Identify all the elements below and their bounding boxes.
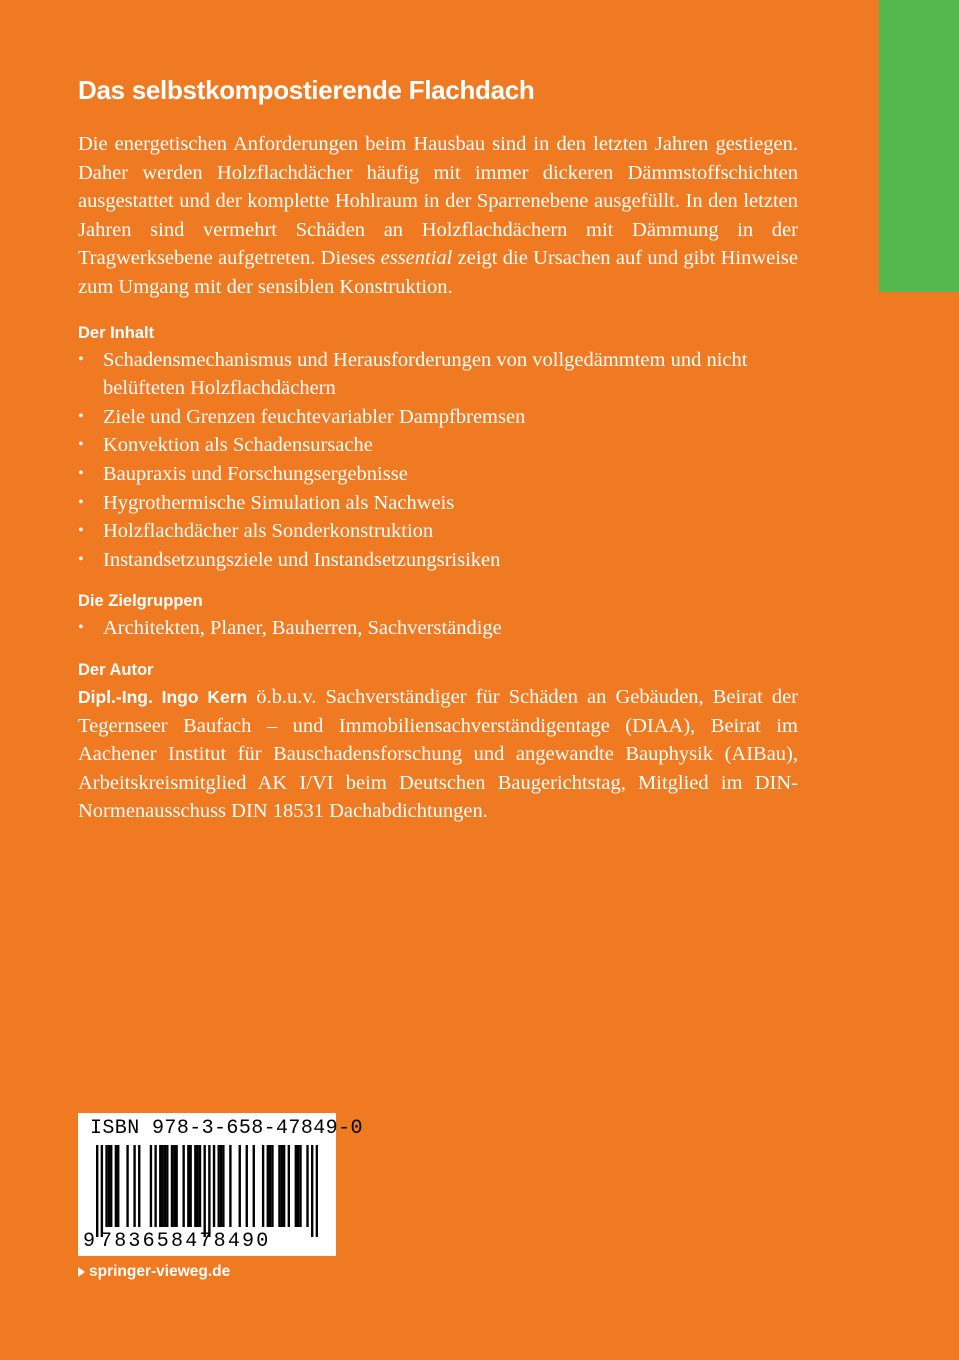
list-item-text: Holzflachdächer als Sonderkonstruktion (103, 520, 434, 543)
barcode-bar (278, 1145, 280, 1227)
barcode-bar (196, 1145, 198, 1227)
inhalt-list (78, 346, 798, 575)
bullet-icon: • (78, 493, 84, 511)
list-item-text: Schadensmechanismus und Herausforderungen von vollgedämmtem und nicht belüfteten Holzflachdächern (103, 348, 748, 400)
barcode-bar (222, 1145, 224, 1227)
bullet-icon: • (78, 550, 84, 568)
barcode-bar (182, 1145, 184, 1227)
bullet-icon: • (78, 464, 84, 482)
intro-text-start: Die energetischen Anforderungen beim Hausbau sind in den letzten Jahren gestiegen. Daher werden Holzflachdächer häufig mit immer dickeren Dämmstoffschichten ausgestattet und der komplette Hohlraum in der Sparrenebene ausgefüllt. In den letzten Jahren sind vermehrt Schäden an Holzflachdächern mit Dämmung in der Tragwerksebene aufgetreten. Dieses (78, 133, 798, 270)
intro-emphasis: essential (380, 247, 453, 270)
barcode-bar (218, 1145, 220, 1227)
autor-heading: Der Autor (78, 660, 154, 679)
zielgruppen-list (78, 614, 798, 643)
isbn-label: ISBN 978-3-658-47849-0 (90, 1117, 363, 1140)
barcode-bar (175, 1145, 177, 1227)
list-item (78, 546, 798, 575)
barcode-bar (203, 1145, 205, 1237)
barcode-bar (105, 1145, 107, 1227)
barcode-bar (161, 1145, 163, 1227)
barcode-bar (159, 1145, 161, 1227)
barcode-bar (281, 1145, 283, 1227)
barcode-bar (110, 1145, 112, 1227)
barcode-bar (267, 1145, 269, 1227)
author-paragraph (78, 683, 798, 826)
list-item (78, 460, 798, 489)
barcode-bar (208, 1145, 210, 1237)
barcode-first-digit: 9 (83, 1230, 96, 1253)
arrow-right-icon (78, 1267, 85, 1277)
list-item (78, 489, 798, 518)
author-bio: ö.b.u.v. Sachverständiger für Schäden an Gebäuden, Beirat der Tegernseer Baufach – und Immobiliensachverständigentage (DIAA), Beirat im Aachener Institut für Bauschadensforschung und angewandte Bauphysik (AIBau), Arbeitskreismitglied AK I/VI beim Deutschen Baugerichtstag, Mitglied im DIN-Normenausschuss DIN 18531 Dachabdichtungen. (78, 685, 799, 823)
list-item (78, 346, 798, 403)
bullet-icon: • (78, 522, 84, 540)
author-name: Dipl.-Ing. Ingo Kern (78, 686, 248, 707)
barcode-bar (166, 1145, 168, 1227)
list-item (78, 517, 798, 546)
back-cover-text (78, 70, 798, 826)
barcode-digits: 783658478490 (100, 1230, 271, 1253)
zielgruppen-heading: Die Zielgruppen (78, 592, 203, 611)
barcode-bar (189, 1145, 191, 1227)
list-item-text: Architekten, Planer, Bauherren, Sachverständige (103, 617, 502, 640)
barcode-bar (96, 1145, 98, 1237)
bullet-icon: • (78, 407, 84, 425)
barcode-bar (133, 1145, 135, 1227)
barcode-bar (262, 1145, 264, 1227)
barcode-bar (187, 1145, 189, 1227)
website-label: springer-vieweg.de (89, 1263, 231, 1280)
bullet-icon: • (78, 619, 84, 637)
barcode-bar (283, 1145, 285, 1227)
barcode-bar (199, 1145, 201, 1227)
barcode-bar (316, 1145, 318, 1237)
list-item (78, 614, 798, 643)
bullet-icon: • (78, 350, 84, 368)
barcode-bar (164, 1145, 166, 1227)
barcode-bar (126, 1145, 128, 1227)
barcode-bar (271, 1145, 273, 1227)
publisher-website[interactable] (78, 1263, 230, 1281)
barcode-bar (239, 1145, 241, 1227)
barcode-bar (246, 1145, 248, 1227)
list-item-text: Konvektion als Schadensursache (103, 434, 373, 457)
barcode-bar (117, 1145, 119, 1227)
barcode-bar (154, 1145, 156, 1227)
barcode-bar (194, 1145, 196, 1227)
barcode-bar (295, 1145, 297, 1227)
barcode-bar (171, 1145, 173, 1227)
list-item-text: Baupraxis und Forschungsergebnisse (103, 462, 408, 485)
barcode-bar (138, 1145, 140, 1227)
barcode-bar (173, 1145, 175, 1227)
barcode-bar (229, 1145, 231, 1227)
inhalt-heading: Der Inhalt (78, 323, 155, 342)
barcode-bar (311, 1145, 313, 1237)
barcode-bar (269, 1145, 271, 1227)
barcode-bar (297, 1145, 299, 1227)
barcode-bar (108, 1145, 110, 1227)
barcode-bar (220, 1145, 222, 1227)
isbn-barcode (78, 1113, 363, 1256)
list-item-text: Instandsetzungsziele und Instandsetzungsrisiken (103, 548, 501, 571)
barcode-bar (288, 1145, 290, 1227)
book-title: Das selbstkompostierende Flachdach (78, 75, 535, 105)
barcode-bar (115, 1145, 117, 1227)
barcode-bars (96, 1145, 318, 1237)
barcode-bar (299, 1145, 301, 1227)
intro-text-end: zeigt die Ursachen auf und gibt Hinweise zum Umgang mit der sensiblen Konstruktion. (78, 247, 799, 298)
barcode-bar (306, 1145, 308, 1227)
barcode-bar (213, 1145, 215, 1227)
barcode-bar (150, 1145, 152, 1227)
list-item (78, 431, 798, 460)
barcode-bar (101, 1145, 103, 1237)
bullet-icon: • (78, 436, 84, 454)
list-item-text: Hygrothermische Simulation als Nachweis (103, 491, 455, 514)
list-item-text: Ziele und Grenzen feuchtevariabler Dampfbremsen (103, 405, 526, 428)
green-corner-tab (879, 0, 959, 292)
barcode-bar (253, 1145, 255, 1227)
intro-paragraph (78, 130, 798, 302)
list-item (78, 403, 798, 432)
